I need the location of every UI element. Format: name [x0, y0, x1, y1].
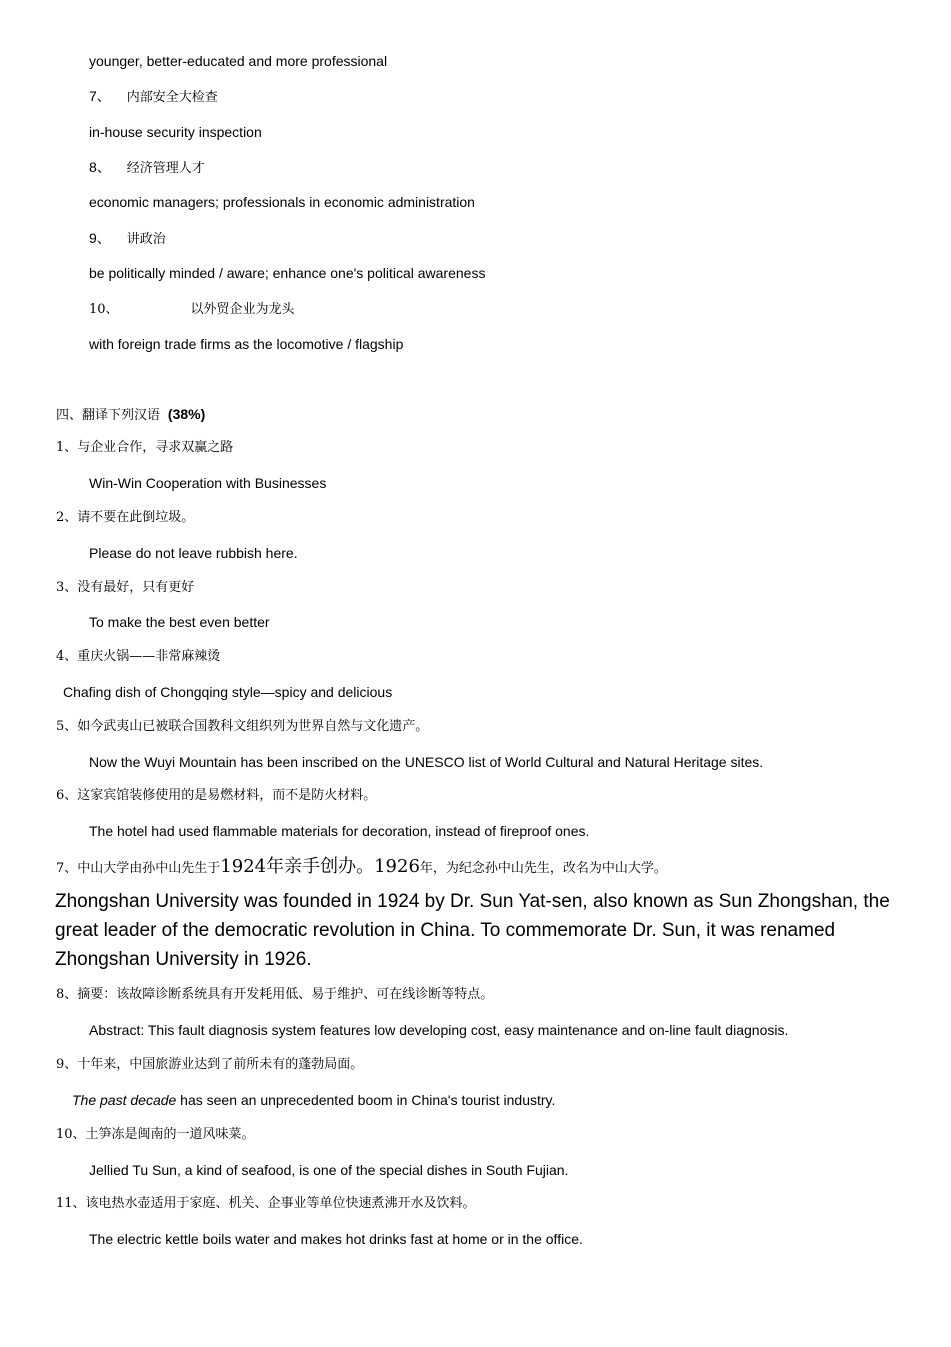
- item-number: 7、: [56, 861, 78, 876]
- item-chinese: 这家宾馆装修使用的是易燃材料，而不是防火材料。: [77, 788, 377, 803]
- item-chinese: 与企业合作，寻求双赢之路: [77, 440, 234, 455]
- question-item: [56, 986, 493, 1004]
- item-english: Jellied Tu Sun, a kind of seafood, is one of the special dishes in South Fujian.: [89, 1162, 569, 1178]
- item-number: 10、: [89, 302, 119, 317]
- question-item: [56, 1195, 476, 1213]
- item-english: economic managers; professionals in economic administration: [89, 194, 475, 210]
- item-english: The electric kettle boils water and makes hot drinks fast at home or in the office.: [89, 1231, 583, 1247]
- section-heading: [56, 405, 205, 425]
- question-item: [56, 1126, 255, 1144]
- item-english: in-house security inspection: [89, 124, 262, 140]
- item-english: Win-Win Cooperation with Businesses: [89, 475, 327, 491]
- item-chinese: 没有最好，只有更好: [77, 580, 195, 595]
- item-number: 3、: [56, 580, 78, 595]
- item-english-large: Zhongshan University was founded in 1924 by Dr. Sun Yat-sen, also known as Sun Zhongshan, the great leader of the democratic revolution in China. To commemorate Dr. Sun, it was renamed Zhongshan University in 1926.: [55, 891, 890, 970]
- item-number: 2、: [56, 510, 78, 525]
- question-item: [56, 648, 220, 666]
- text-line: younger, better-educated and more professional: [89, 53, 388, 69]
- item-chinese: 经济管理人才: [126, 161, 205, 176]
- item-chinese: 摘要：该故障诊断系统具有开发耗用低、易于维护、可在线诊断等特点。: [77, 987, 494, 1002]
- question-item: [56, 509, 194, 527]
- item-chinese: 该电热水壶适用于家庭、机关、企事业等单位快速煮沸开水及饮料。: [85, 1196, 476, 1211]
- question-item: [56, 1056, 363, 1074]
- item-chinese: 年，为纪念孙中山先生，改名为中山大学。: [419, 861, 667, 876]
- term-item: [89, 229, 166, 249]
- item-number: 9、: [89, 230, 111, 246]
- item-number: 6、: [56, 788, 78, 803]
- item-number: 10、: [56, 1127, 86, 1142]
- item-english: be politically minded / aware; enhance one's political awareness: [89, 265, 486, 281]
- item-chinese: 讲政治: [126, 232, 166, 247]
- question-item: [56, 718, 428, 736]
- question-item: [56, 579, 194, 597]
- question-item: [56, 856, 667, 880]
- item-chinese: 请不要在此倒垃圾。: [77, 510, 195, 525]
- term-item: [89, 158, 205, 178]
- item-chinese: 以外贸企业为龙头: [190, 302, 295, 317]
- item-english: Now the Wuyi Mountain has been inscribed on the UNESCO list of World Cultural and Natural Heritage sites.: [89, 754, 764, 770]
- item-chinese: 如今武夷山已被联合国教科文组织列为世界自然与文化遗产。: [77, 719, 429, 734]
- item-english: Abstract: This fault diagnosis system features low developing cost, easy maintenance and on-line fault diagnosis.: [89, 1022, 789, 1038]
- item-number: 1、: [56, 440, 78, 455]
- item-english-rest: has seen an unprecedented boom in China's tourist industry.: [176, 1092, 556, 1108]
- item-chinese: 重庆火锅——非常麻辣烫: [77, 649, 221, 664]
- item-chinese: 中山大学由孙中山先生于: [77, 861, 221, 876]
- question-item: [56, 787, 376, 805]
- item-number: 8、: [89, 159, 111, 175]
- item-number: 11、: [56, 1196, 86, 1211]
- item-english: Chafing dish of Chongqing style—spicy and delicious: [63, 684, 393, 700]
- item-chinese: 土笋冻是闽南的一道风味菜。: [85, 1127, 255, 1142]
- item-chinese-emphasis: 1924年亲手创办。1926: [220, 856, 420, 877]
- item-number: 9、: [56, 1057, 78, 1072]
- heading-score: (38%): [167, 406, 206, 422]
- question-item: [56, 439, 233, 457]
- item-english: [72, 1091, 555, 1109]
- item-english: with foreign trade firms as the locomotive / flagship: [89, 336, 404, 352]
- item-number: 7、: [89, 88, 111, 104]
- item-english: Please do not leave rubbish here.: [89, 545, 298, 561]
- item-number: 4、: [56, 649, 78, 664]
- item-chinese: 内部安全大检查: [126, 90, 218, 105]
- item-english: The hotel had used flammable materials for decoration, instead of fireproof ones.: [89, 823, 590, 839]
- item-english: To make the best even better: [89, 614, 270, 630]
- term-item: [89, 87, 218, 107]
- item-number: 8、: [56, 987, 78, 1002]
- heading-text: 四、翻译下列汉语: [56, 408, 161, 423]
- item-english-italic: The past decade: [72, 1092, 177, 1108]
- term-item: [89, 299, 294, 319]
- item-number: 5、: [56, 719, 78, 734]
- item-chinese: 十年来，中国旅游业达到了前所未有的蓬勃局面。: [77, 1057, 364, 1072]
